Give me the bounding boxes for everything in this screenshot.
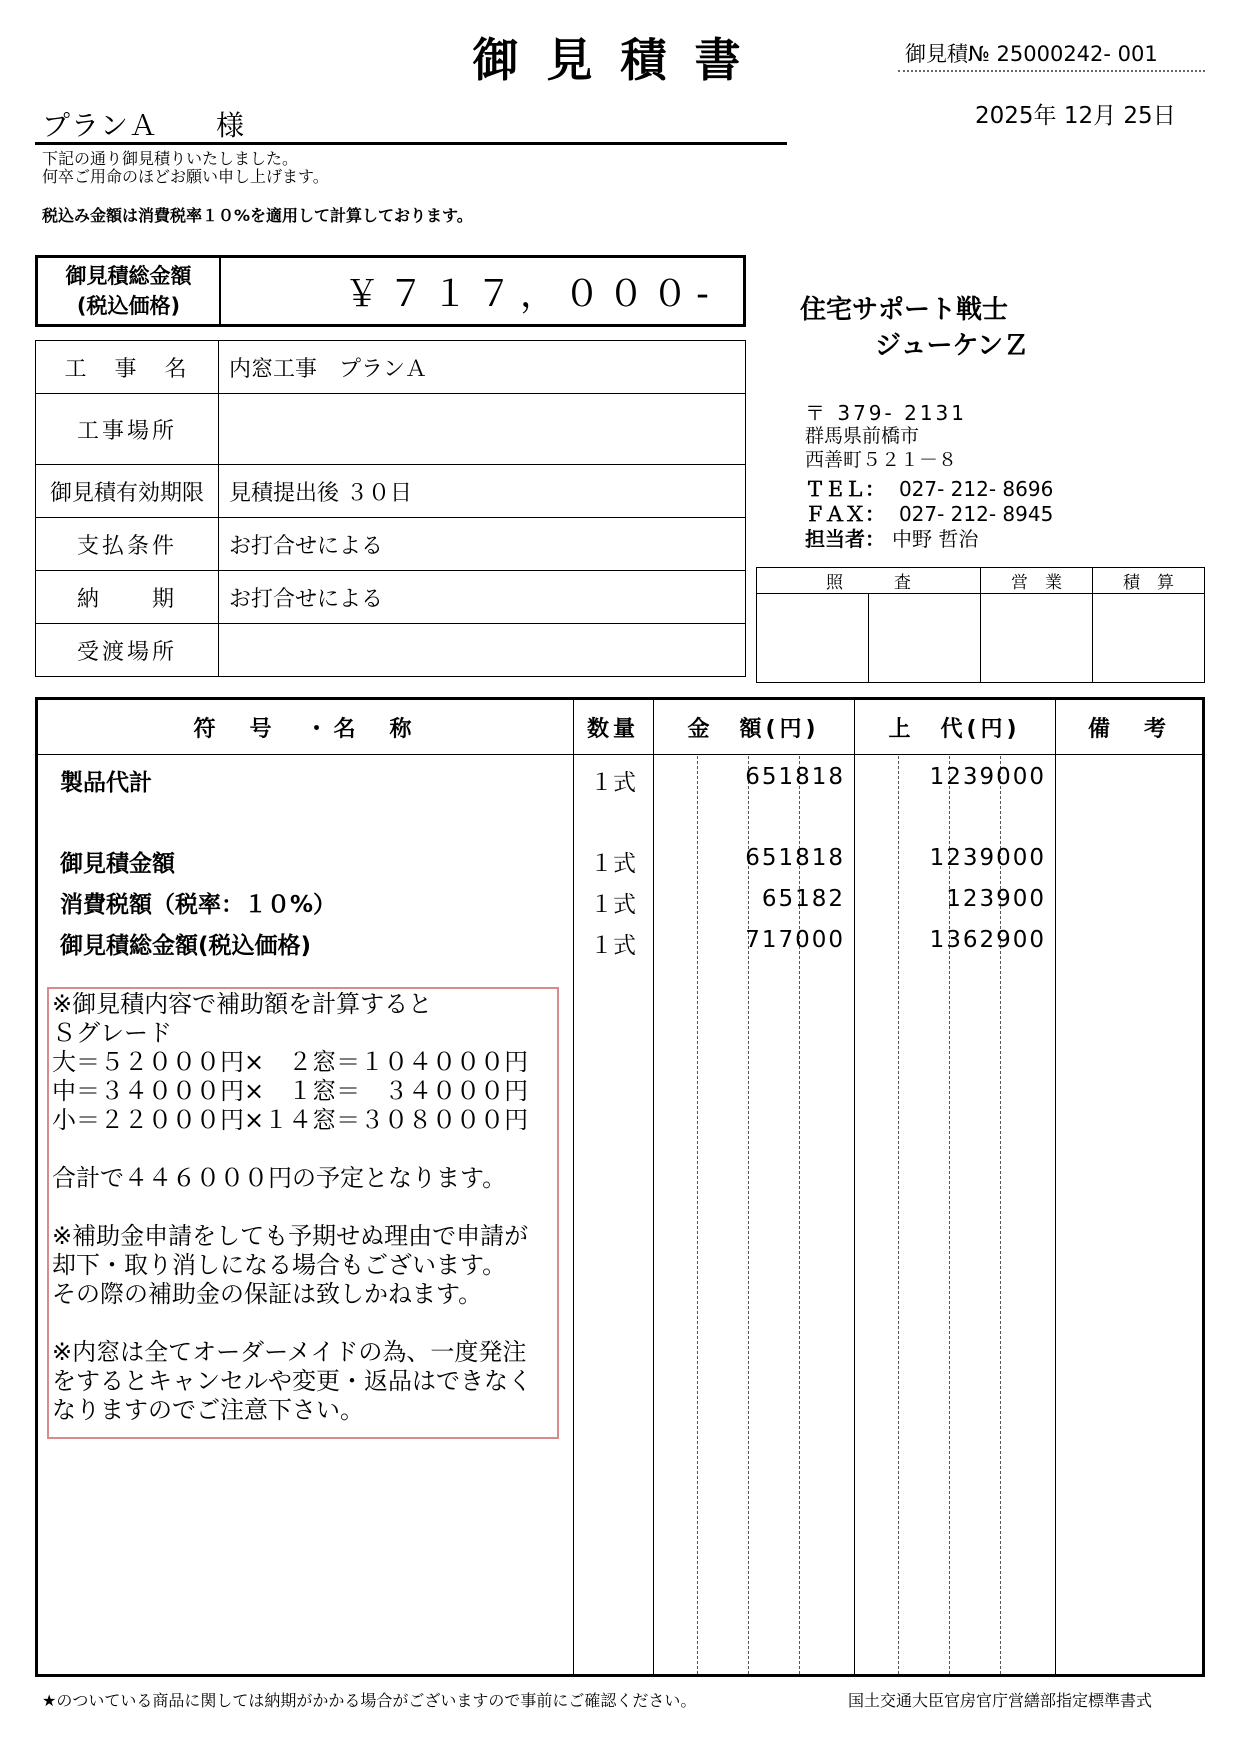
total-amount-label (38, 258, 221, 324)
intro-text (42, 150, 329, 186)
stamp-box (981, 594, 1093, 683)
stamp-box (1093, 594, 1205, 683)
item-amount: 651818 (745, 764, 845, 790)
header-quantity: 数量 (586, 717, 639, 742)
info-value: 見積提出後 ３０日 (219, 465, 746, 518)
company-name-line-1: 住宅サポート戦士 (800, 295, 1009, 325)
item-name: 製品代計 (60, 770, 152, 796)
column-divider (854, 700, 855, 1674)
info-value (219, 624, 746, 677)
item-list-price: 123900 (946, 886, 1046, 912)
tel-number: 027- 212- 8696 (898, 477, 1054, 501)
info-value (219, 394, 746, 465)
company-address-line-2: 西善町５２１－８ (805, 449, 958, 471)
fax-row (805, 502, 1053, 527)
info-row (36, 624, 746, 677)
fax-label: ＦＡＸ： (805, 502, 885, 526)
project-info-table (35, 340, 746, 677)
info-value: 内窓工事 プランＡ (219, 341, 746, 394)
item-name: 御見積金額 (60, 851, 175, 877)
person-label: 担当者： (805, 527, 885, 551)
intro-line-1: 下記の通り御見積りいたしました。 (42, 149, 299, 168)
column-divider (1055, 700, 1056, 1674)
item-quantity: １式 (590, 933, 636, 959)
customer-underline (35, 142, 787, 145)
info-key: 受渡場所 (36, 624, 219, 677)
digit-guide (898, 756, 899, 1674)
column-divider (653, 700, 654, 1674)
intro-line-2: 何卒ご用命のほどお願い申し上げます。 (42, 167, 329, 186)
header-remarks: 備 考 (1087, 717, 1172, 742)
total-amount-value: ￥７１７，０００- (344, 274, 717, 315)
header-amount: 金 額(円) (687, 717, 820, 742)
digit-guide (697, 756, 698, 1674)
header-divider (38, 754, 1202, 755)
info-key: 工 事 名 (36, 341, 219, 394)
issue-date: 2025年 12月 25日 (975, 103, 1176, 129)
subsidy-note-text: ※御見積内容で補助額を計算すると Ｓグレード 大＝５２０００円× ２窓＝１０４０００円 中＝３４０００円× １窓＝ ３４０００円 小＝２２０００円×１４窓＝３０８０００円 合計で４４６０００円の予定となります。 ※補助金申請をしても予期せぬ理由で申請が 却下・取り消しになる場合もございます。 その際の補助金の保証は致しかねます。 ※内窓は全てオーダーメイドの為、一度発注 をするとキャンセルや変更・返品はできなく なりますのでご注意下さい。 (52, 990, 532, 1424)
item-list-price: 1239000 (929, 845, 1046, 871)
total-label-line-1: 御見積総金額 (65, 264, 192, 288)
item-quantity: １式 (590, 770, 636, 796)
info-row (36, 341, 746, 394)
info-key: 御見積有効期限 (36, 465, 219, 518)
total-label-line-2: (税込価格) (76, 294, 181, 318)
item-name: 消費税額（税率：１０%） (60, 892, 337, 918)
info-key: 工事場所 (36, 394, 219, 465)
digit-guide (748, 756, 749, 1674)
item-amount: 651818 (745, 845, 845, 871)
footer-standard-format: 国土交通大臣官房官庁営繕部指定標準書式 (848, 1691, 1153, 1710)
item-list-price: 1362900 (929, 927, 1046, 953)
info-row (36, 571, 746, 624)
company-contact (805, 477, 1053, 552)
item-amount: 717000 (745, 927, 845, 953)
stamp-label-sales: 営 業 (981, 568, 1093, 594)
header-list-price: 上 代(円) (888, 717, 1021, 742)
stamp-label-estimate: 積 算 (1093, 568, 1205, 594)
stamp-box-row (757, 594, 1205, 683)
company-name-line-2: ジューケンＺ (875, 331, 1030, 361)
stamp-label-check: 照 査 (757, 568, 981, 594)
tel-row (805, 477, 1053, 502)
tax-note: 税込み金額は消費税率１０%を適用して計算しております。 (42, 206, 473, 225)
document-title: 御見積書 (472, 33, 769, 87)
fax-number: 027- 212- 8945 (898, 502, 1054, 526)
column-divider (573, 700, 574, 1674)
customer-name: プランＡ 様 (42, 109, 246, 142)
company-postal-code: 〒 379- 2131 (805, 401, 968, 425)
estimate-number: 御見積№ 25000242- 001 (905, 42, 1158, 66)
info-key: 納 期 (36, 571, 219, 624)
company-address-line-1: 群馬県前橋市 (805, 425, 920, 447)
tel-label: ＴＥＬ： (805, 477, 885, 501)
info-value: お打合せによる (219, 518, 746, 571)
approval-stamp-table (756, 567, 1205, 683)
item-name: 御見積総金額(税込価格) (60, 933, 312, 959)
estimate-number-underline (898, 70, 1205, 72)
total-amount-box (35, 255, 746, 327)
item-quantity: １式 (590, 892, 636, 918)
footer-notice: ★のついている商品に関しては納期がかかる場合がございますので事前にご確認ください。 (42, 1691, 697, 1710)
stamp-box (869, 594, 981, 683)
item-quantity: １式 (590, 851, 636, 877)
person-name: 中野 哲治 (891, 527, 979, 551)
header-item-name: 符 号 ・名 称 (193, 717, 418, 742)
person-row (805, 527, 1053, 552)
stamp-box (757, 594, 869, 683)
info-value: お打合せによる (219, 571, 746, 624)
item-list-price: 1239000 (929, 764, 1046, 790)
info-key: 支払条件 (36, 518, 219, 571)
stamp-header-row (757, 568, 1205, 594)
item-amount: 65182 (761, 886, 845, 912)
info-row (36, 465, 746, 518)
info-row (36, 394, 746, 465)
info-row (36, 518, 746, 571)
